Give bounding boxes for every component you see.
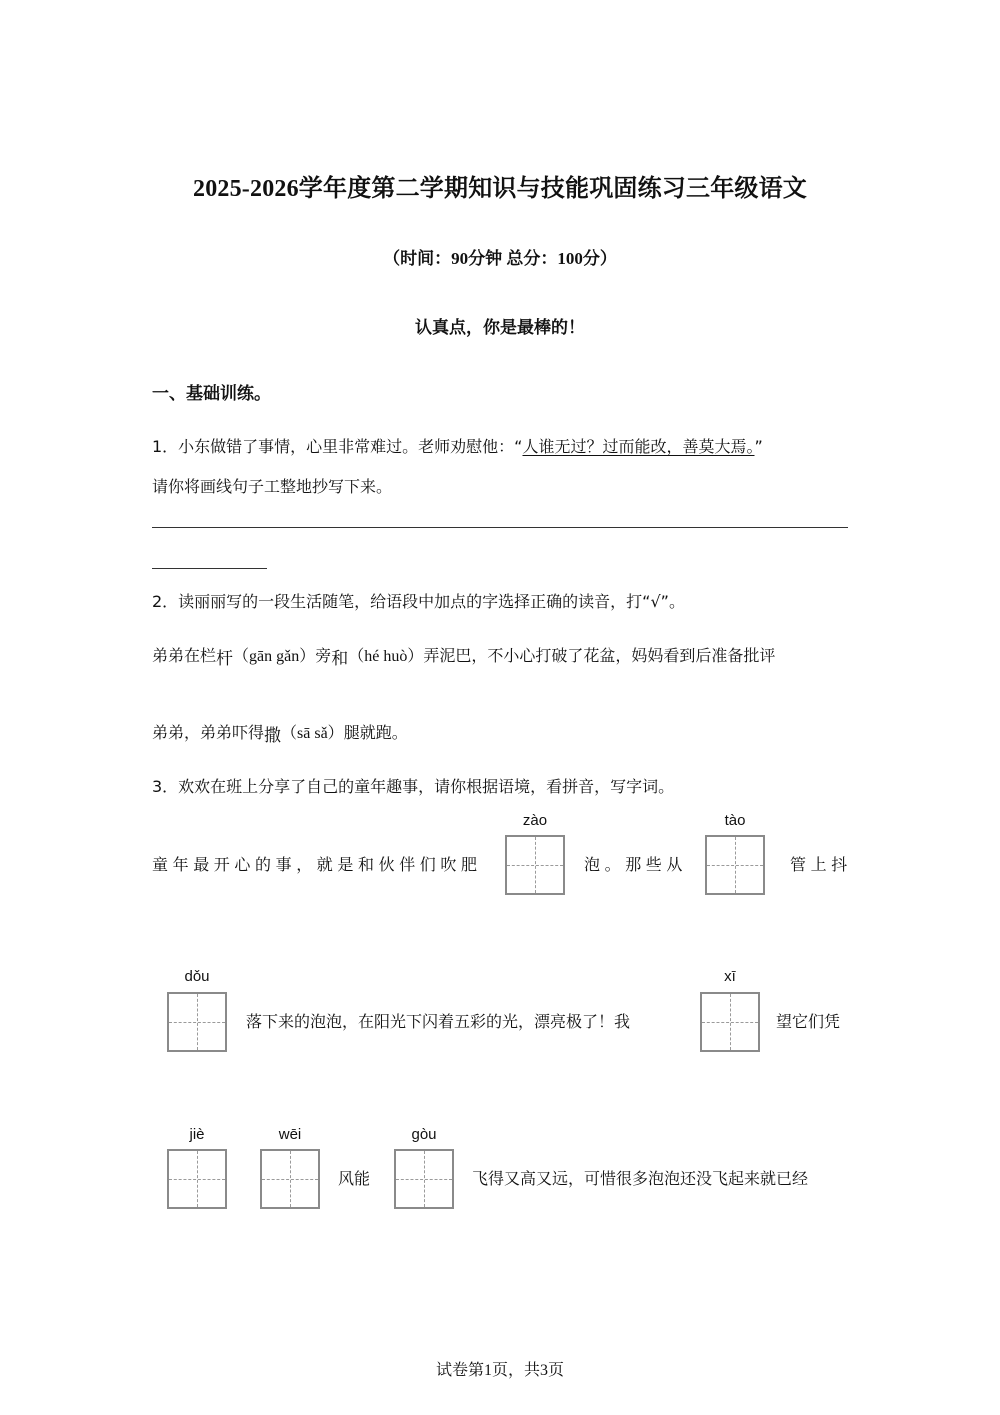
pinyin-gou: gòu — [411, 1126, 437, 1143]
q1-suffix: ” — [754, 437, 763, 456]
q3-row2-text-a: 落下来的泡泡，在阳光下闪着五彩的光，漂亮极了！我 — [246, 1012, 631, 1031]
pinyin-zao: zào — [522, 812, 548, 829]
q3-row2-text-b: 望它们凭 — [776, 1012, 841, 1031]
q3-row1-text-a: 童年最开心的事，就是和伙伴们吹肥 — [152, 855, 482, 874]
pinyin-jie: jiè — [189, 1126, 205, 1143]
writing-box-gou[interactable] — [394, 1149, 454, 1209]
page-title: 2025-2026学年度第二学期知识与技能巩固练习三年级语文 — [193, 176, 807, 202]
q2-paragraph-line-1 — [152, 641, 776, 669]
answer-line-2[interactable] — [152, 568, 267, 569]
exam-info: （时间：90分钟 总分：100分） — [383, 249, 617, 268]
question-2: 2．读丽丽写的一段生活随笔，给语段中加点的字选择正确的读音，打“√”。 — [152, 592, 685, 611]
q2-paragraph-line-2 — [152, 718, 408, 746]
pinyin-dou: dǒu — [184, 968, 210, 985]
q2-dotted-char-2: 和 — [331, 649, 349, 669]
q2-text-b: 旁 — [315, 646, 332, 665]
q3-row1-text-c: 管上抖 — [790, 855, 852, 874]
writing-box-tao[interactable] — [705, 835, 765, 895]
q2-options-3[interactable]: （sā sǎ） — [281, 725, 344, 742]
page-footer: 试卷第1页，共3页 — [435, 1362, 564, 1379]
question-3: 3．欢欢在班上分享了自己的童年趣事，请你根据语境，看拼音，写字词。 — [152, 777, 675, 796]
question-1 — [152, 434, 763, 457]
pinyin-xi: xī — [724, 968, 736, 985]
q1-instruction: 请你将画线句子工整地抄写下来。 — [152, 477, 393, 496]
pinyin-wei: wēi — [278, 1126, 302, 1143]
section-heading: 一、基础训练。 — [152, 384, 271, 404]
motto: 认真点，你是最棒的！ — [415, 318, 585, 338]
writing-box-dou[interactable] — [167, 992, 227, 1052]
q2-text-d: 弟弟，弟弟吓得 — [152, 723, 265, 742]
writing-box-wei[interactable] — [260, 1149, 320, 1209]
q3-row3-text-b: 飞得又高又远，可惜很多泡泡还没飞起来就已经 — [472, 1169, 809, 1188]
q1-prefix: 1．小东做错了事情，心里非常难过。老师劝慰他：“ — [152, 437, 523, 456]
q1-underlined-quote: 人谁无过？过而能改，善莫大焉。 — [522, 437, 755, 456]
q2-text-a: 弟弟在栏 — [152, 646, 217, 665]
q2-dotted-char-1: 杆 — [216, 649, 234, 669]
q3-row3-text-a: 风能 — [338, 1169, 371, 1188]
writing-box-xi[interactable] — [700, 992, 760, 1052]
answer-line-1[interactable] — [152, 527, 848, 528]
q2-options-1[interactable]: （gān gǎn） — [233, 648, 316, 665]
pinyin-tao: tào — [724, 812, 746, 829]
writing-box-zao[interactable] — [505, 835, 565, 895]
q3-row1-text-b: 泡。那些从 — [584, 855, 688, 874]
q2-text-c: 弄泥巴，不小心打破了花盆，妈妈看到后准备批评 — [423, 646, 776, 665]
q2-options-2[interactable]: （hé huò） — [348, 648, 424, 665]
writing-box-jie[interactable] — [167, 1149, 227, 1209]
q2-text-e: 腿就跑。 — [343, 723, 408, 742]
q2-dotted-char-3: 撒 — [264, 726, 282, 746]
